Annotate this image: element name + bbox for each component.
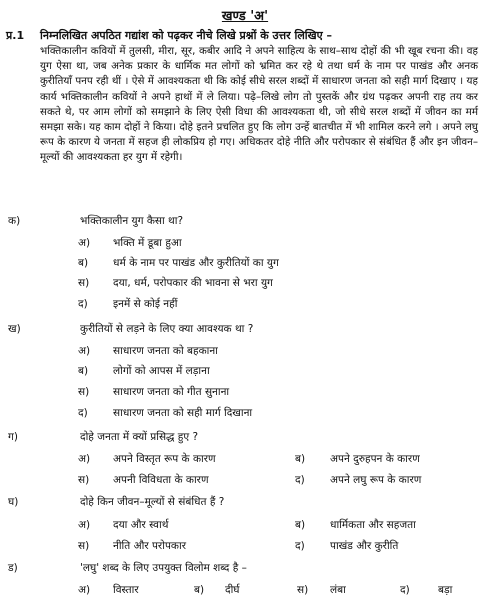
option-label: अ) xyxy=(78,453,91,465)
option-text: भक्ति में डूबा हुआ xyxy=(113,237,182,249)
unseen-passage: भक्तिकालीन कवियों में तुलसी, मीरा, सूर, कबीर आदि ने अपने साहित्य के साथ–साथ दोहों की भी खूब रचना की। वह युग ऐसा था, जब अनेक प्रकार के धार्मिक मत लोगों को भ्रमित कर रहे थे तथा धर्म के नाम पर पाखंड और अनक कुरीतियाँ पनप रही थीं । ऐसे में आवश्यकता थी कि कोई सीधे सरल शब्दों में साधारण जनता को सही मार्ग दिखाए । यह कार्य भक्तिकालीन कवियों ने अपने हाथों में ले लिया। पढ़े–लिखे लोग तो पुस्तकें और ग्रंथ पढ़कर अपनी राह तय कर सकते थे, पर आम लोगों को समझाने के लिए ऐसी विधा की आवश्यकता थी, जो सीधे सरल शब्दों में जीवन का मर्म समझा सके। यह काम दोहों ने किया। दोहे इतने प्रचलित हुए कि लोग उन्हें बातचीत में भी शामिल करने लगे । अपने लघु रूप के कारण ये जनता में सहज ही लोकप्रिय हो गए। अधिकतर दोहे नीति और परोपकार से संबंधित हैं और इन जीवन–मूल्यों की आवश्यकता हर युग में रहेगी। xyxy=(40,45,478,164)
option-text: दीर्घ xyxy=(225,584,240,596)
option-label: ब) xyxy=(295,519,306,531)
option-text: अपने विस्तृत रूप के कारण xyxy=(113,453,216,465)
question-number: प्र.1 xyxy=(6,29,25,42)
subquestion-text: दोहे जनता में क्यों प्रसिद्ध हुए ? xyxy=(80,431,199,443)
option-label: स) xyxy=(78,277,90,289)
option-label: अ) xyxy=(78,237,91,249)
option-text: विस्तार xyxy=(113,584,139,596)
option-label: द) xyxy=(400,584,410,596)
subquestion-text: कुरीतियों से लड़ने के लिए क्या आवश्यक था ? xyxy=(80,323,254,335)
subquestion-text: भक्तिकालीन युग कैसा था? xyxy=(80,215,184,227)
option-text: दया, धर्म, परोपकार की भावना से भरा युग xyxy=(113,277,273,289)
option-label: द) xyxy=(78,298,88,310)
option-text: साधारण जनता को सही मार्ग दिखाना xyxy=(113,407,253,419)
option-label: अ) xyxy=(78,519,91,531)
option-text: धार्मिकता और सहजता xyxy=(330,519,416,531)
option-label: ब) xyxy=(78,365,89,377)
option-label: द) xyxy=(295,474,305,486)
option-label: द) xyxy=(295,540,305,552)
subquestion-text: दोहे किन जीवन–मूल्यों से संबंधित हैं ? xyxy=(80,496,225,508)
subquestion-label: ड) xyxy=(8,562,18,574)
option-text: धर्म के नाम पर पाखंड और कुरीतियों का युग xyxy=(113,257,279,269)
option-text: साधारण जनता को गीत सुनाना xyxy=(113,386,230,398)
option-text: दया और स्वार्थ xyxy=(113,519,169,531)
option-label: अ) xyxy=(78,584,91,596)
subquestion-label: ग) xyxy=(8,431,19,443)
option-label: स) xyxy=(297,584,309,596)
option-text: लंबा xyxy=(330,584,346,596)
option-label: ब) xyxy=(194,584,205,596)
option-text: नीति और परोपकार xyxy=(113,540,186,552)
option-text: बड़ा xyxy=(438,584,453,596)
option-text: साधारण जनता को बहकाना xyxy=(113,345,218,357)
option-label: द) xyxy=(78,407,88,419)
question-instruction: निम्नलिखित अपठित गद्यांश को पढ़कर नीचे लिखे प्रश्नों के उत्तर लिखिए – xyxy=(40,29,333,42)
subquestion-text: 'लघु' शब्द के लिए उपयुक्त विलोम शब्द है – xyxy=(80,562,247,574)
subquestion-label: क) xyxy=(8,215,21,227)
section-title: खण्ड 'अ' xyxy=(221,9,269,24)
option-label: ब) xyxy=(78,257,89,269)
option-label: स) xyxy=(78,540,90,552)
option-text: पाखंड और कुरीति xyxy=(330,540,399,552)
subquestion-label: घ) xyxy=(8,496,19,508)
subquestion-label: ख) xyxy=(8,323,21,335)
option-label: स) xyxy=(78,386,90,398)
option-text: अपने लघु रूप के कारण xyxy=(330,474,422,486)
option-text: लोगों को आपस में लड़ाना xyxy=(113,365,210,377)
option-label: ब) xyxy=(295,453,306,465)
option-text: इनमें से कोई नहीं xyxy=(113,298,178,310)
option-text: अपने दुरुहपन के कारण xyxy=(330,453,420,465)
option-text: अपनी विविधता के कारण xyxy=(113,474,209,486)
option-label: अ) xyxy=(78,345,91,357)
option-label: स) xyxy=(78,474,90,486)
